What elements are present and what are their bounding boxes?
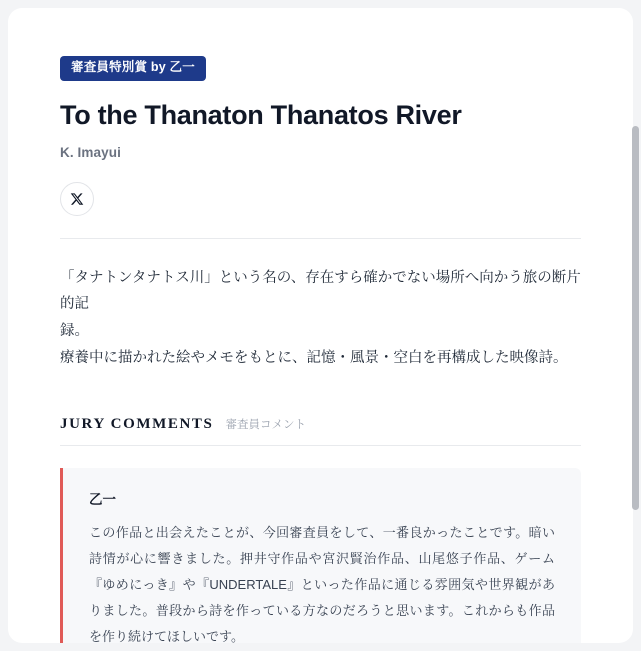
page-title: To the Thanaton Thanatos River [60,99,462,130]
jury-comment-body: この作品と出会えたことが、今回審査員をして、一番良かったことです。暗い詩情が心に響きました。押井守作品や宮沢賢治作品、山尾悠子作品、ゲーム『ゆめにっき』や『UNDERTALE』といった作品に通じる雰囲気や世界観がありました。普段から詩を作っている方なのだろうと思います。これからも作品を作り続けてほしいです。 [89,524,555,643]
scrollbar-thumb[interactable] [632,126,639,510]
jury-comments-heading [60,416,581,433]
jury-comment-author: 乙一 [89,491,116,507]
social-links [60,182,581,216]
description-line: 「タナトンタナトス川」という名の、存在すら確かでない場所へ向かう旅の断片的記 [60,269,581,313]
jury-comments-subtitle: 審査員コメント [225,418,306,431]
card-content [8,8,633,643]
jury-comment-card [60,468,581,643]
header-divider [60,238,581,239]
x-twitter-link[interactable] [60,182,94,216]
entry-description [60,265,581,372]
award-badge: 審査員特別賞 by 乙一 [60,56,206,81]
description-line: 録。 [60,323,89,340]
jury-section-divider [60,445,581,446]
page-scrollbar[interactable] [633,0,640,651]
x-twitter-icon [70,192,84,206]
entry-author: K. Imayui [60,144,121,160]
jury-comments-title: JURY COMMENTS [60,415,214,432]
description-line: 療養中に描かれた絵やメモをもとに、記憶・風景・空白を再構成した映像詩。 [60,349,568,366]
entry-card [8,8,633,643]
